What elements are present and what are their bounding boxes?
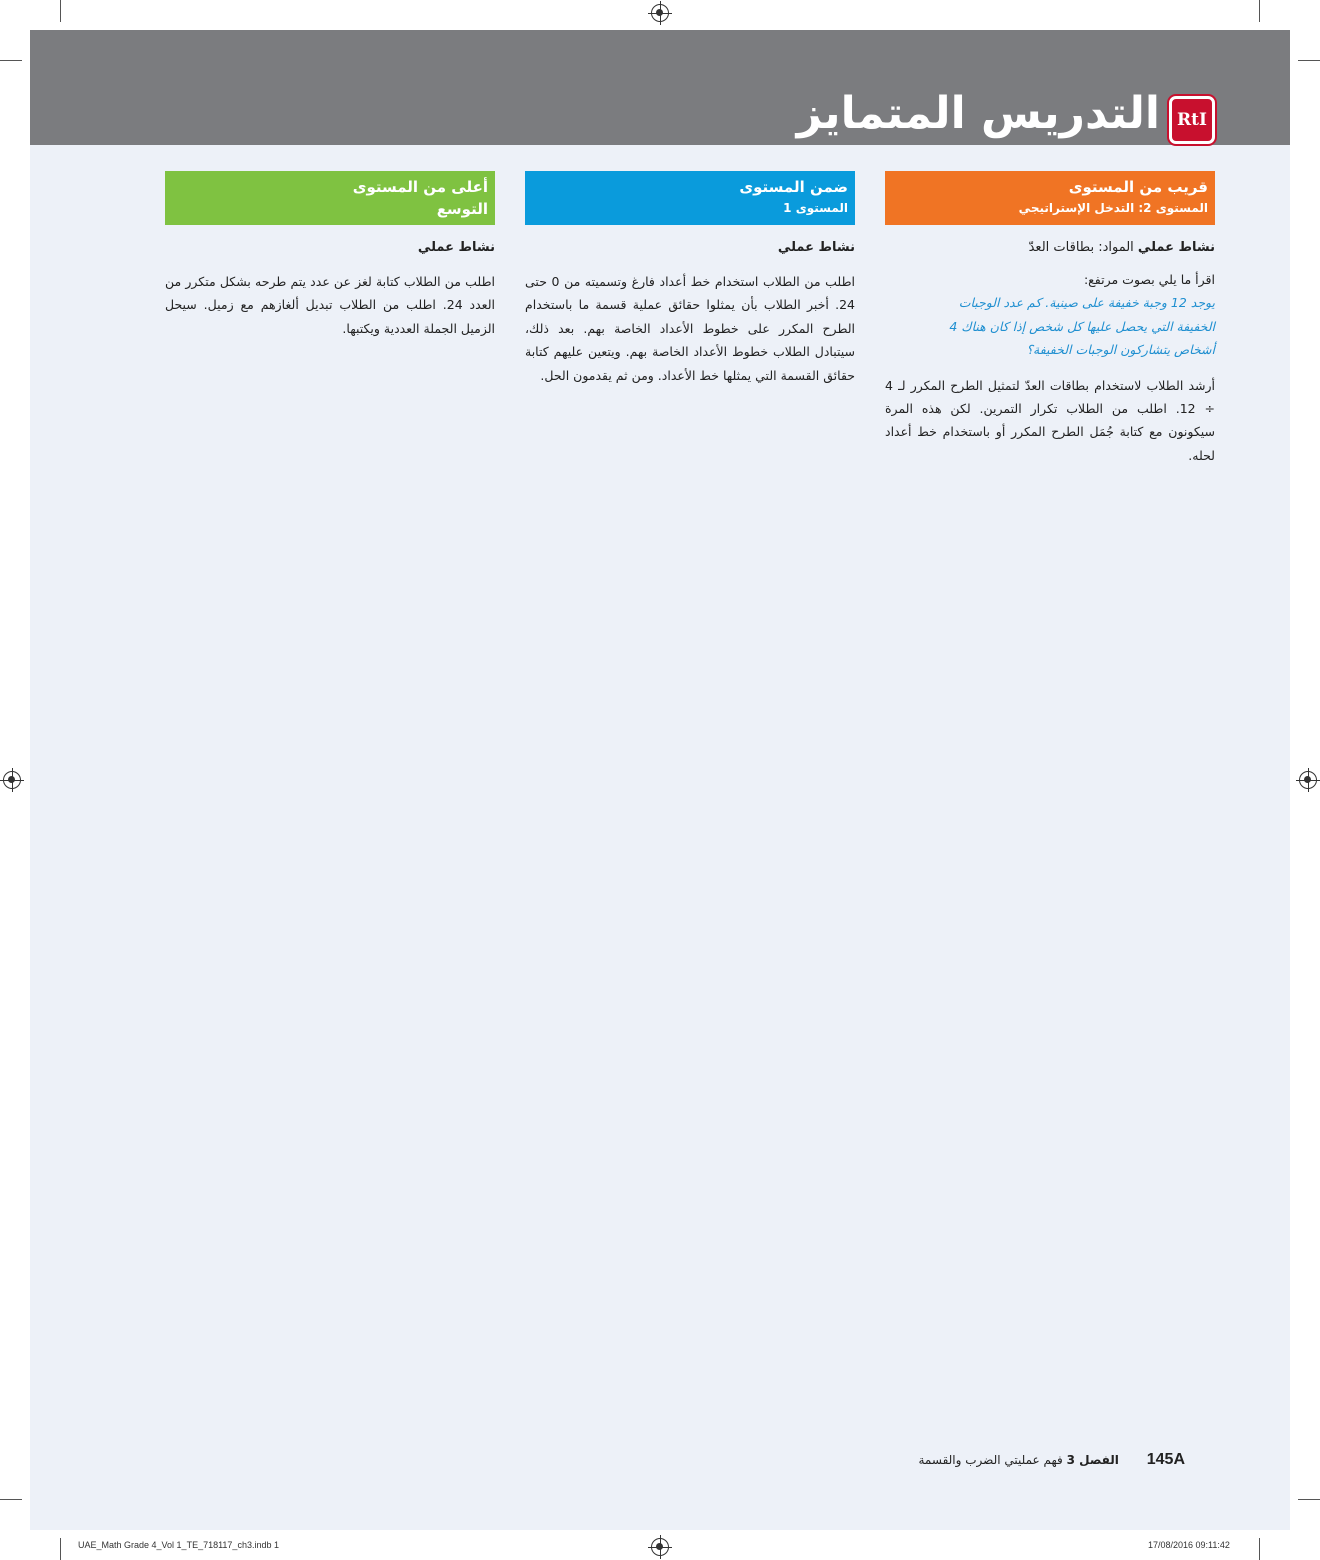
chapter-title: فهم عمليتي الضرب والقسمة bbox=[918, 1453, 1063, 1467]
column-beyond-level bbox=[165, 171, 495, 340]
crop-mark bbox=[0, 1499, 22, 1500]
registration-mark-icon bbox=[1299, 771, 1317, 789]
activity-type: نشاط عملي bbox=[777, 240, 855, 255]
header-banner bbox=[30, 30, 1290, 145]
activity-body: أرشد الطلاب لاستخدام بطاقات العدّ لتمثيل الطرح المكرر لـ 4 ÷ 12. اطلب من الطلاب تكرار التمرين. لكن هذه المرة سيكونون مع كتابة جُمَل الطرح المكرر أو باستخدام خط أعداد لحله. bbox=[885, 377, 1215, 463]
read-aloud-prompt: اقرأ ما يلي بصوت مرتفع: bbox=[1083, 272, 1215, 287]
word-problem-line: أشخاص يتشاركون الوجبات الخفيفة؟ bbox=[1026, 342, 1215, 358]
print-slug-right: 17/08/2016 09:11:42 bbox=[1148, 1540, 1230, 1550]
registration-mark-icon bbox=[651, 4, 669, 22]
word-problem-line: يوجد 12 وجبة خفيفة على صينية. كم عدد الوجبات bbox=[958, 295, 1215, 311]
column-subtitle: المستوى 1 bbox=[783, 201, 848, 215]
column-title: أعلى من المستوى bbox=[352, 178, 488, 196]
column-title: ضمن المستوى bbox=[739, 178, 848, 196]
column-header bbox=[525, 171, 855, 225]
column-title: قريب من المستوى bbox=[1068, 178, 1208, 196]
page-number: 145A bbox=[1146, 1451, 1185, 1468]
page bbox=[30, 30, 1290, 1530]
column-on-level bbox=[525, 171, 855, 387]
column-header bbox=[885, 171, 1215, 225]
column-header bbox=[165, 171, 495, 225]
activity-label bbox=[165, 238, 495, 258]
crop-mark bbox=[60, 1538, 61, 1560]
page-title: التدريس المتمايز bbox=[796, 88, 1160, 139]
crop-mark bbox=[1259, 1538, 1260, 1560]
activity-body: اطلب من الطلاب كتابة لغز عن عدد يتم طرحه بشكل متكرر من العدد 24. اطلب من الطلاب تبديل ألغازهم مع زميل. سيحل الزميل الجملة العددية ويكتبها. bbox=[165, 274, 495, 336]
activity-type: نشاط عملي bbox=[417, 240, 495, 255]
page-footer bbox=[919, 1451, 1186, 1469]
crop-mark bbox=[60, 0, 61, 22]
crop-mark bbox=[1298, 60, 1320, 61]
crop-mark bbox=[1259, 0, 1260, 22]
crop-mark bbox=[1298, 1499, 1320, 1500]
column-subtitle: المستوى 2: التدخل الإستراتيجي bbox=[1018, 201, 1208, 215]
chapter-label: الفصل 3 bbox=[1066, 1453, 1119, 1467]
print-slug-left: UAE_Math Grade 4_Vol 1_TE_718117_ch3.indb 1 bbox=[78, 1540, 279, 1550]
activity-body: اطلب من الطلاب استخدام خط أعداد فارغ وتسميته من 0 حتى 24. أخبر الطلاب بأن يمثلوا حقائق عملية قسمة ما باستخدام الطرح المكرر على خطوط الأعداد الخاصة بهم. بعد ذلك، سيتبادل الطلاب خطوط الأعداد الخاصة بهم. ويتعين عليهم كتابة حقائق القسمة التي يمثلها خط الأعداد. ومن ثم يقدمون الحل. bbox=[525, 274, 855, 383]
column-below-level bbox=[885, 171, 1215, 467]
column-subtitle: التوسع bbox=[436, 200, 488, 218]
word-problem-line: الخفيفة التي يحصل عليها كل شخص إذا كان هناك 4 bbox=[949, 318, 1215, 334]
crop-mark bbox=[0, 60, 22, 61]
rti-badge: RtI bbox=[1169, 96, 1215, 144]
activity-label bbox=[525, 238, 855, 258]
materials-label: المواد: بطاقات العدّ bbox=[1028, 240, 1138, 255]
registration-mark-icon bbox=[651, 1538, 669, 1556]
activity-type: نشاط عملي bbox=[1137, 240, 1215, 255]
activity-label bbox=[885, 238, 1215, 258]
registration-mark-icon bbox=[3, 771, 21, 789]
